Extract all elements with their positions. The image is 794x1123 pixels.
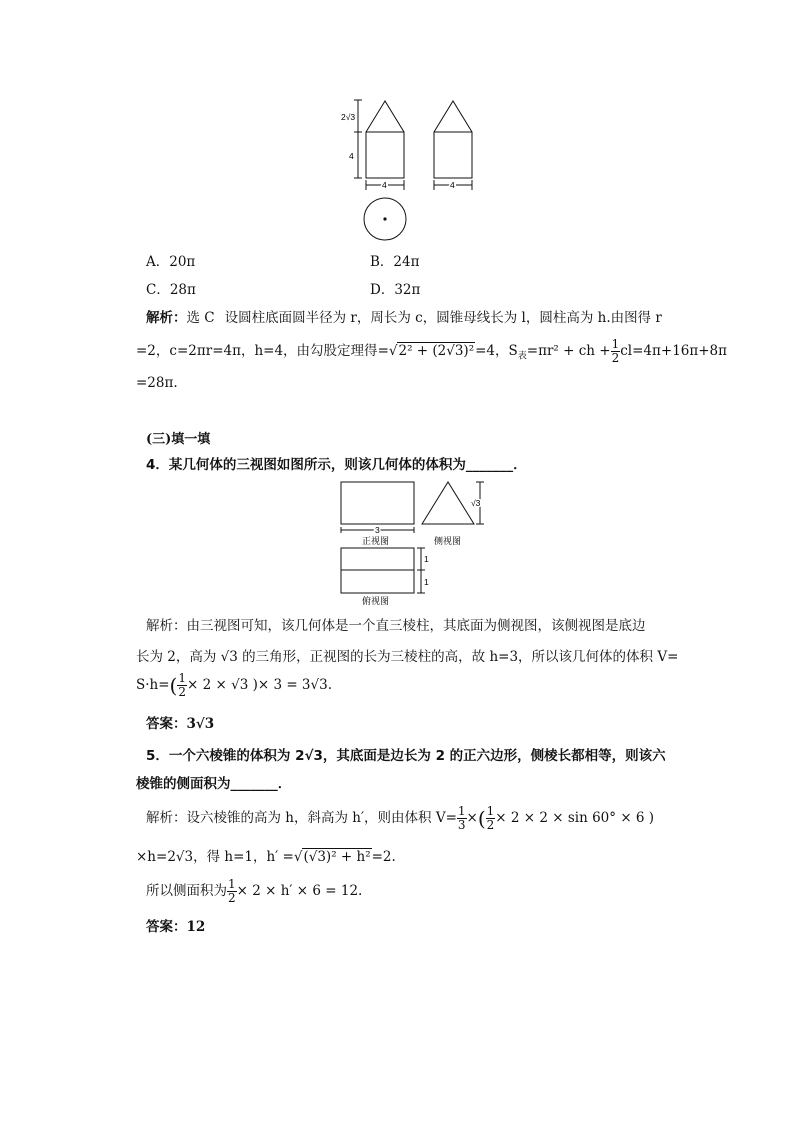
label-top-h1: 1 <box>424 554 429 564</box>
fraction-half: $\frac{1}{2}$ <box>611 337 620 365</box>
top-view-center-dot <box>383 217 386 220</box>
fraction-half: $\frac{1}{2}$ <box>228 877 236 905</box>
label-cylinder-height: 4 <box>349 151 354 161</box>
front-cone-outline <box>366 101 404 132</box>
caption-top-view: 俯视图 <box>362 596 390 606</box>
q5-solution-line1 <box>146 805 654 832</box>
solution-text: cl=4π+16π+8π <box>620 343 728 359</box>
subscript-surface: 表 <box>517 351 527 362</box>
label-front-width: 3 <box>375 525 380 535</box>
solution-label: 解析： <box>146 310 187 326</box>
q5-stem-line2: 棱锥的侧面积为_______． <box>136 776 292 792</box>
q5-answer: 答案：12 <box>146 919 206 935</box>
q3-three-view-figure <box>340 96 490 246</box>
solution-text: =2. <box>371 849 396 865</box>
q4-three-view-figure <box>336 478 496 608</box>
label-cone-height: 2√3 <box>341 112 356 122</box>
solution-text: 设圆柱底面圆半径为 r，周长为 c，圆锥母线长为 l，圆柱高为 h.由图得 r <box>224 310 662 326</box>
q3-solution-line3: =28π. <box>136 375 178 391</box>
side-view-triangle <box>422 482 474 524</box>
sqrt-radicand: 2² + (2√3)² <box>398 343 475 359</box>
caption-front-view: 正视图 <box>362 536 390 546</box>
q3-solution-line2 <box>136 338 727 365</box>
solution-text: × 2 × h′ × 6 = 12. <box>236 883 363 899</box>
q5-solution-line3 <box>146 878 362 905</box>
front-view-rect <box>341 482 414 524</box>
solution-text: =2，c=2πr=4π，h=4，由勾股定理得 <box>136 343 378 359</box>
solution-text: =πr² + ch + <box>526 343 611 359</box>
option-a: A．20π <box>146 254 196 270</box>
label-front-width: 4 <box>382 180 387 190</box>
option-b: B．24π <box>370 254 420 270</box>
solution-equals: = <box>377 343 389 359</box>
q4-solution-line2: 长为 2，高为 √3 的三角形，正视图的长为三棱柱的高，故 h=3，所以该几何体的体积 V= <box>136 649 679 665</box>
label-side-height: √3 <box>471 498 481 508</box>
caption-side-view: 侧视图 <box>434 536 462 546</box>
label-side-width: 4 <box>450 180 455 190</box>
solution-text: ×h=2√3，得 h=1，h′ = <box>136 849 294 865</box>
option-c: C．28π <box>146 282 196 298</box>
label-top-h2: 1 <box>424 577 429 587</box>
fraction-third: $\frac{1}{3}$ <box>457 804 466 832</box>
solution-text: 解析：设六棱锥的高为 h，斜高为 h′，则由体积 V= <box>146 810 457 826</box>
fraction-half: $\frac{1}{2}$ <box>486 804 495 832</box>
q4-stem: 4．某几何体的三视图如图所示，则该几何体的体积为_______． <box>146 457 527 473</box>
solution-text: S·h= <box>136 677 170 693</box>
solution-text: 所以侧面积为 <box>146 883 227 899</box>
q3-solution-line1 <box>146 306 662 326</box>
solution-text: × 2 × 2 × sin 60° × 6 ) <box>495 810 655 826</box>
q5-stem-line1: 5．一个六棱锥的体积为 2√3，其底面是边长为 2 的正六边形，侧棱长都相等，则该六 <box>146 748 666 764</box>
section-heading: (三)填一填 <box>146 432 211 447</box>
solution-text: × <box>466 810 478 826</box>
side-cylinder-rect <box>434 132 472 178</box>
front-cylinder-rect <box>366 132 404 178</box>
left-paren: ( <box>477 806 486 831</box>
solution-choice: 选 C <box>186 310 215 326</box>
solution-text: =4，S <box>475 343 518 359</box>
sqrt-sign: √ <box>388 343 398 359</box>
sqrt-sign: √ <box>293 849 303 865</box>
q4-solution-line3 <box>136 672 332 699</box>
side-cone-outline <box>434 101 472 132</box>
fraction-half: $\frac{1}{2}$ <box>178 671 186 699</box>
option-d: D．32π <box>370 282 421 298</box>
sqrt-radicand: (√3)² + h² <box>303 849 371 865</box>
q4-solution-line1: 解析：由三视图可知，该几何体是一个直三棱柱，其底面为侧视图，该侧视图是底边 <box>146 618 646 634</box>
q5-solution-line2 <box>136 845 396 865</box>
left-paren: ( <box>169 673 178 698</box>
solution-text: × 2 × √3 )× 3 = 3√3. <box>187 677 332 693</box>
q4-answer: 答案：3√3 <box>146 716 215 732</box>
